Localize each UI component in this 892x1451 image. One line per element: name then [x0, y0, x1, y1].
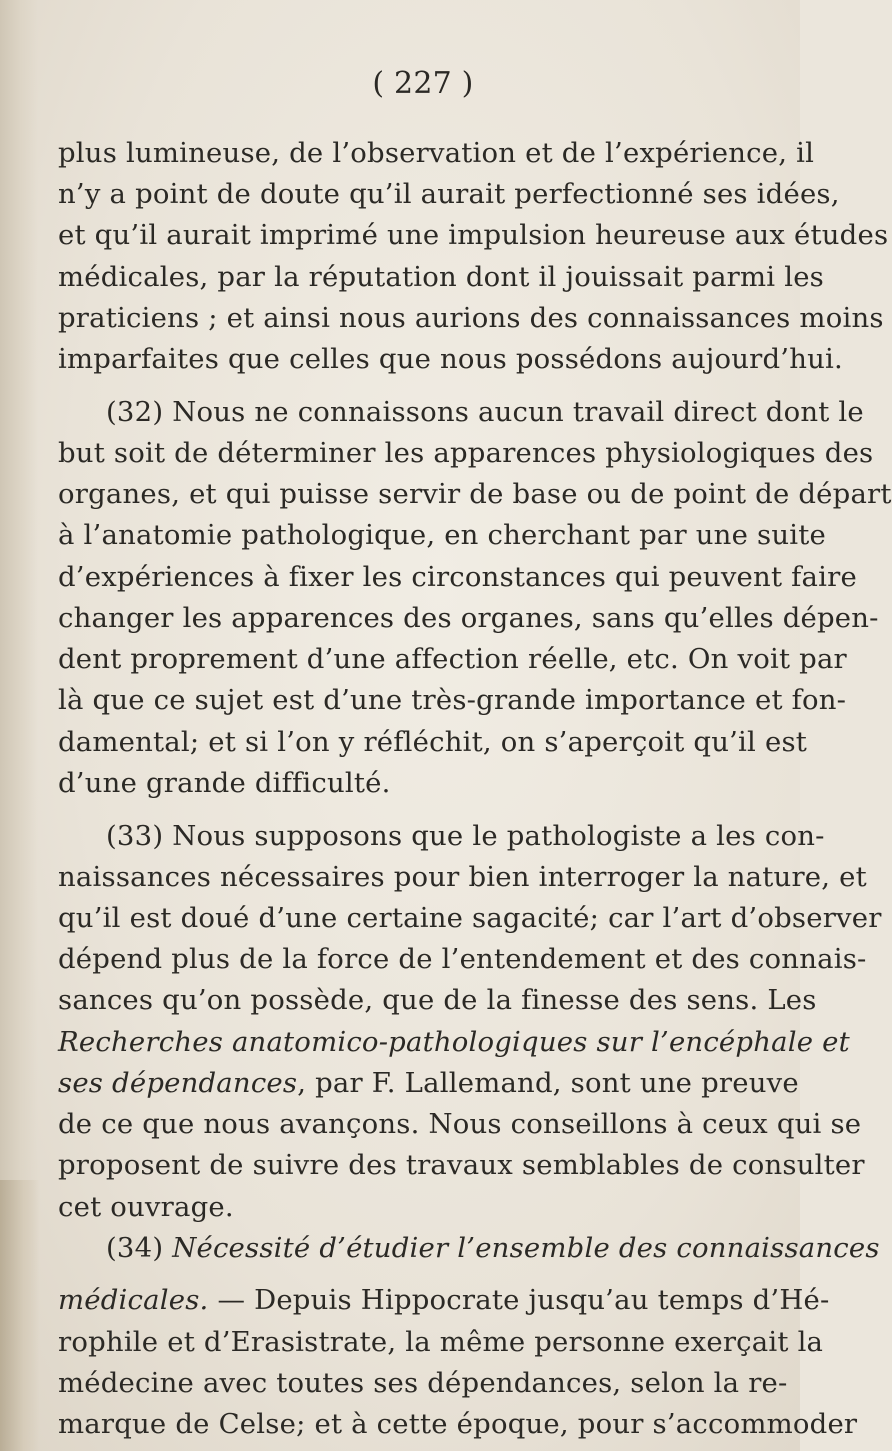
page-edge-stain — [0, 1180, 40, 1451]
text-line: (32) Nous ne connaissons aucun travail direct dont le — [106, 395, 864, 428]
text-line: n’y a point de doute qu’il aurait perfectionné ses idées, — [58, 178, 840, 211]
section-number: (34) — [106, 1231, 164, 1264]
page-number: ( 227 ) — [372, 66, 474, 101]
text-line: rophile et d’Erasistrate, la même personne exerçait la — [58, 1325, 824, 1358]
text-line: d’une grande difficulté. — [58, 766, 391, 799]
text-line: cet ouvrage. — [58, 1190, 234, 1223]
text-span: , par F. Lallemand, sont une preuve — [297, 1066, 799, 1099]
section-title-italic: Nécessité d’étudier l’ensemble des connaissances — [172, 1231, 880, 1264]
text-line: but soit de déterminer les apparences physiologiques des — [58, 437, 874, 470]
text-line: naissances nécessaires pour bien interroger la nature, et — [58, 860, 867, 893]
text-line: sances qu’on possède, que de la finesse des sens. Les — [58, 984, 817, 1017]
text-line: là que ce sujet est d’une très-grande importance et fon- — [58, 684, 847, 717]
text-line: proposent de suivre des travaux semblables de consulter — [58, 1149, 865, 1182]
text-line: de ce que nous avançons. Nous conseillons à ceux qui se — [58, 1108, 862, 1141]
text-line: (33) Nous supposons que le pathologiste a les con- — [106, 819, 825, 852]
text-line: praticiens ; et ainsi nous aurions des connaissances moins — [58, 301, 884, 334]
text-line: imparfaites que celles que nous possédons aujourd’hui. — [58, 343, 843, 376]
text-line: et qu’il aurait imprimé une impulsion heureuse aux études — [58, 219, 889, 252]
text-line: qu’il est doué d’une certaine sagacité; car l’art d’observer — [58, 901, 882, 934]
text-line: dent proprement d’une affection réelle, etc. On voit par — [58, 643, 847, 676]
book-title-italic: ses dépendances — [58, 1066, 298, 1099]
text-line: d’expériences à fixer les circonstances qui peuvent faire — [58, 560, 857, 593]
text-line: médecine avec toutes ses dépendances, selon la re- — [58, 1366, 788, 1399]
text-line: médicales, par la réputation dont il jouissait parmi les — [58, 260, 824, 293]
text-line — [58, 1066, 799, 1100]
text-line: damental; et si l’on y réfléchit, on s’aperçoit qu’il est — [58, 725, 808, 758]
text-line: plus lumineuse, de l’observation et de l’expérience, il — [58, 137, 815, 169]
text-line: changer les apparences des organes, sans qu’elles dépen- — [58, 601, 879, 634]
text-line: à l’anatomie pathologique, en cherchant par une suite — [58, 519, 826, 552]
book-title-italic: Recherches anatomico-pathologiques sur l’encéphale et — [58, 1025, 850, 1058]
section-heading — [106, 1231, 880, 1265]
text-line — [58, 1283, 830, 1317]
text-line — [58, 1025, 850, 1059]
text-span: — Depuis Hippocrate jusqu’au temps d’Hé- — [217, 1284, 830, 1317]
text-line: organes, et qui puisse servir de base ou de point de départ — [58, 478, 892, 511]
text-line: dépend plus de la force de l’entendement et des connais- — [58, 943, 867, 976]
section-title-italic: médicales. — [58, 1284, 209, 1317]
text-line: marque de Celse; et à cette époque, pour s’accommoder — [58, 1408, 858, 1441]
